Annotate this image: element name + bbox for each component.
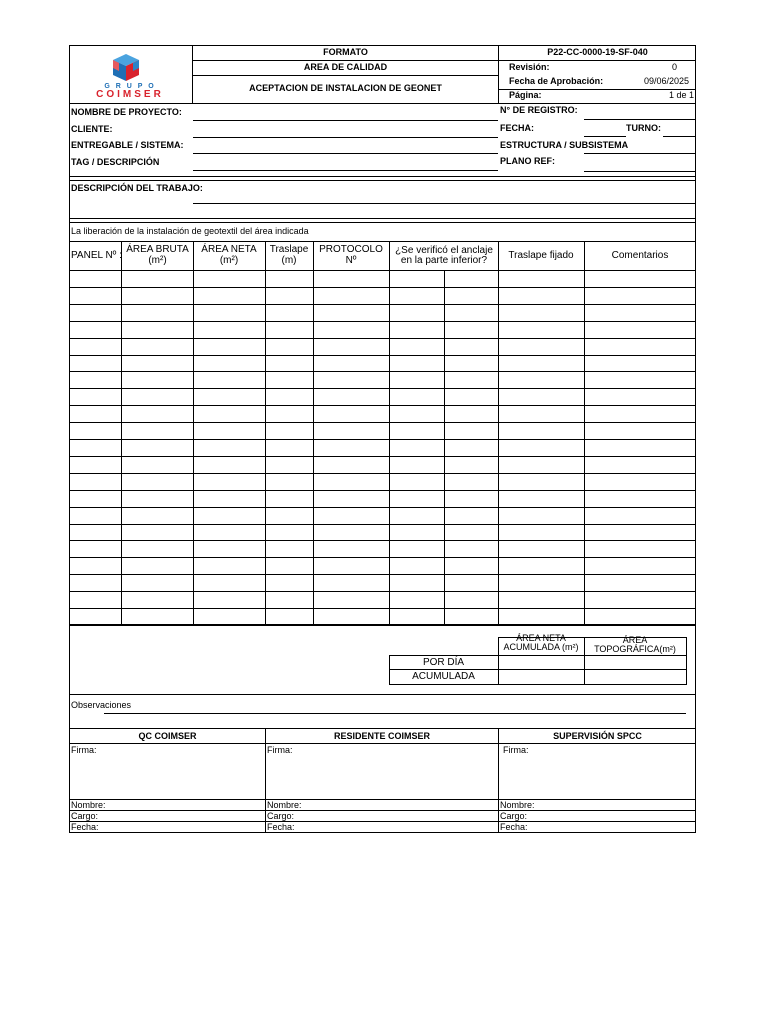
table-cell[interactable] [266,440,313,456]
topographic-area-accumulated-field[interactable] [585,670,686,684]
date-field[interactable] [584,136,626,137]
table-cell[interactable] [390,305,444,321]
table-cell[interactable] [122,525,193,541]
client-field[interactable] [193,137,498,138]
table-cell[interactable] [499,406,584,422]
structure-field[interactable] [584,153,696,154]
deliverable-field[interactable] [193,153,498,154]
table-cell[interactable] [445,457,498,473]
table-cell[interactable] [585,356,695,372]
table-cell[interactable] [122,288,193,304]
table-cell[interactable] [266,406,313,422]
table-cell[interactable] [266,474,313,490]
table-cell[interactable] [585,322,695,338]
table-cell[interactable] [122,356,193,372]
table-cell[interactable] [314,271,389,287]
drawing-ref-label: PLANO REF: [500,156,555,166]
page-value: 1 de 1 [668,90,694,100]
table-cell[interactable] [314,541,389,557]
deliverable-label: ENTREGABLE / SISTEMA: [71,140,184,150]
table-cell[interactable] [122,372,193,388]
table-cell[interactable] [499,271,584,287]
table-cell[interactable] [585,609,695,625]
qc-cargo-label: Cargo: [71,811,99,821]
table-cell[interactable] [194,541,265,557]
table-cell[interactable] [194,592,265,608]
page-label: Página: [509,90,542,100]
table-cell[interactable] [390,592,444,608]
table-cell[interactable] [194,305,265,321]
table-cell[interactable] [194,457,265,473]
table-cell[interactable] [194,474,265,490]
supervision-fecha-label: Fecha: [500,822,528,832]
table-cell[interactable] [266,322,313,338]
table-cell[interactable] [585,541,695,557]
table-cell[interactable] [70,508,121,524]
table-cell[interactable] [122,592,193,608]
table-cell[interactable] [445,440,498,456]
table-cell[interactable] [122,305,193,321]
table-cell[interactable] [499,575,584,591]
table-cell[interactable] [70,372,121,388]
table-cell[interactable] [194,575,265,591]
table-cell[interactable] [122,575,193,591]
supervision-nombre-label: Nombre: [500,800,535,810]
table-cell[interactable] [390,339,444,355]
table-cell[interactable] [499,440,584,456]
table-cell[interactable] [499,288,584,304]
table-cell[interactable] [266,356,313,372]
table-cell[interactable] [266,423,313,439]
table-cell[interactable] [194,288,265,304]
table-cell[interactable] [445,389,498,405]
col-protocol-unit: Nº [345,255,357,266]
registry-field[interactable] [584,119,696,120]
resident-nombre-label: Nombre: [267,800,302,810]
qc-fecha-label: Fecha: [71,822,99,832]
table-cell[interactable] [390,508,444,524]
table-cell[interactable] [499,457,584,473]
table-cell[interactable] [266,508,313,524]
table-cell[interactable] [445,339,498,355]
table-cell[interactable] [445,474,498,490]
table-cell[interactable] [585,423,695,439]
table-cell[interactable] [445,575,498,591]
table-cell[interactable] [585,271,695,287]
table-cell[interactable] [122,558,193,574]
table-cell[interactable] [499,356,584,372]
table-cell[interactable] [194,406,265,422]
table-cell[interactable] [70,558,121,574]
table-cell[interactable] [122,508,193,524]
table-cell[interactable] [585,592,695,608]
table-cell[interactable] [122,491,193,507]
net-area-label-line1: ÁREA NETA [516,633,566,643]
table-cell[interactable] [266,592,313,608]
approval-date-value: 09/06/2025 [643,76,689,86]
table-cell[interactable] [266,271,313,287]
table-cell[interactable] [70,575,121,591]
observations-label: Observaciones [71,700,132,710]
tag-label: TAG / DESCRIPCIÓN [71,157,160,167]
table-cell[interactable] [122,389,193,405]
qc-signature-field[interactable] [70,756,265,799]
table-cell[interactable] [122,609,193,625]
table-cell[interactable] [314,457,389,473]
table-cell[interactable] [499,558,584,574]
table-cell[interactable] [445,322,498,338]
table-cell[interactable] [585,305,695,321]
table-cell[interactable] [122,271,193,287]
project-name-field[interactable] [193,120,498,121]
registry-label: N° DE REGISTRO: [500,105,578,115]
document-title: ACEPTACION DE INSTALACION DE GEONET [249,83,442,93]
table-cell[interactable] [445,508,498,524]
col-anchor-header-2: en la parte inferior? [400,255,488,266]
table-cell[interactable] [314,372,389,388]
table-cell[interactable] [585,558,695,574]
table-cell[interactable] [70,525,121,541]
table-cell[interactable] [70,339,121,355]
table-cell[interactable] [70,271,121,287]
table-cell[interactable] [585,389,695,405]
supervision-cargo-label: Cargo: [500,811,528,821]
table-cell[interactable] [266,457,313,473]
table-cell[interactable] [390,541,444,557]
table-cell[interactable] [585,525,695,541]
table-cell[interactable] [390,271,444,287]
resident-cargo-label: Cargo: [267,811,295,821]
table-cell[interactable] [390,356,444,372]
table-cell[interactable] [70,609,121,625]
table-cell[interactable] [70,406,121,422]
table-cell[interactable] [122,474,193,490]
table-cell[interactable] [122,322,193,338]
table-cell[interactable] [314,305,389,321]
topographic-area-per-day-field[interactable] [585,656,686,669]
resident-signature-field[interactable] [266,756,498,799]
format-label: FORMATO [323,47,368,57]
table-cell[interactable] [70,356,121,372]
qc-signature-header: QC COIMSER [138,731,197,741]
shift-label: TURNO: [626,123,661,133]
table-cell[interactable] [266,389,313,405]
resident-fecha-label: Fecha: [267,822,295,832]
table-cell[interactable] [390,372,444,388]
date-label: FECHA: [500,123,534,133]
col-gross-area-header: ÁREA BRUTA [126,244,189,255]
table-cell[interactable] [314,609,389,625]
table-cell[interactable] [70,389,121,405]
table-cell[interactable] [194,322,265,338]
client-label: CLIENTE: [71,124,113,134]
table-cell[interactable] [122,457,193,473]
qc-nombre-label: Nombre: [71,800,106,810]
resident-signature-header: RESIDENTE COIMSER [333,731,430,741]
table-cell[interactable] [70,288,121,304]
table-cell[interactable] [499,491,584,507]
table-cell[interactable] [499,474,584,490]
table-cell[interactable] [266,525,313,541]
table-cell[interactable] [314,592,389,608]
table-cell[interactable] [194,271,265,287]
topographic-area-label [584,636,686,654]
table-cell[interactable] [390,288,444,304]
table-cell[interactable] [194,508,265,524]
table-cell[interactable] [70,322,121,338]
work-description-field[interactable] [193,203,696,204]
table-cell[interactable] [314,389,389,405]
table-cell[interactable] [194,389,265,405]
table-cell[interactable] [585,457,695,473]
table-cell[interactable] [314,322,389,338]
table-cell[interactable] [194,525,265,541]
observations-field[interactable] [104,713,686,714]
table-cell[interactable] [314,508,389,524]
table-cell[interactable] [390,575,444,591]
table-cell[interactable] [585,575,695,591]
table-cell[interactable] [266,305,313,321]
table-cell[interactable] [266,372,313,388]
resident-firma-label: Firma: [267,745,293,755]
approval-date-label: Fecha de Aprobación: [509,76,604,86]
table-cell[interactable] [122,440,193,456]
project-name-label: NOMBRE DE PROYECTO: [71,107,182,117]
table-cell[interactable] [314,558,389,574]
topographic-area-label-line1: ÁREA [622,635,648,645]
table-cell[interactable] [585,508,695,524]
table-cell[interactable] [585,372,695,388]
table-cell[interactable] [585,406,695,422]
table-cell[interactable] [445,356,498,372]
revision-label: Revisión: [509,62,550,72]
accumulated-label: ACUMULADA [412,671,475,682]
table-cell[interactable] [445,525,498,541]
table-cell[interactable] [445,541,498,557]
table-cell[interactable] [194,440,265,456]
table-cell[interactable] [445,271,498,287]
table-cell[interactable] [390,491,444,507]
revision-value: 0 [672,62,678,72]
per-day-label: POR DÍA [422,657,465,668]
table-cell[interactable] [499,541,584,557]
table-cell[interactable] [70,305,121,321]
table-cell[interactable] [314,474,389,490]
table-cell[interactable] [390,558,444,574]
table-cell[interactable] [314,406,389,422]
area-label: AREA DE CALIDAD [303,62,388,72]
table-cell[interactable] [390,322,444,338]
table-cell[interactable] [194,609,265,625]
table-cell[interactable] [70,592,121,608]
table-cell[interactable] [499,508,584,524]
table-cell[interactable] [445,305,498,321]
net-area-per-day-field[interactable] [499,656,584,669]
table-cell[interactable] [194,423,265,439]
table-cell[interactable] [445,288,498,304]
col-net-area-header: ÁREA NETA [201,244,257,255]
drawing-ref-field[interactable] [584,171,696,172]
table-cell[interactable] [390,457,444,473]
table-cell[interactable] [70,491,121,507]
table-cell[interactable] [314,288,389,304]
table-cell[interactable] [499,389,584,405]
supervision-signature-header: SUPERVISIÓN SPCC [553,731,642,741]
table-cell[interactable] [499,609,584,625]
table-cell[interactable] [390,525,444,541]
table-cell[interactable] [499,339,584,355]
table-cell[interactable] [266,339,313,355]
table-cell[interactable] [390,440,444,456]
col-panel-header: PANEL Nº : [71,250,122,261]
document-code: P22-CC-0000-19-SF-040 [547,47,648,57]
col-fixed-overlap-header: Traslape fijado [508,250,574,261]
table-cell[interactable] [314,423,389,439]
table-cell[interactable] [390,474,444,490]
table-cell[interactable] [70,423,121,439]
table-cell[interactable] [194,491,265,507]
table-cell[interactable] [314,525,389,541]
table-cell[interactable] [70,457,121,473]
table-cell[interactable] [445,558,498,574]
table-cell[interactable] [499,372,584,388]
col-overlap-unit: (m) [281,255,297,266]
col-gross-area-unit: (m²) [148,255,167,266]
table-cell[interactable] [266,558,313,574]
col-overlap-header: Traslape [269,244,309,255]
table-cell[interactable] [122,423,193,439]
release-text: La liberación de la instalación de geotextil del área indicada [71,226,309,236]
table-cell[interactable] [499,525,584,541]
table-cell[interactable] [70,474,121,490]
table-cell[interactable] [585,491,695,507]
col-comments-header: Comentarios [611,250,669,261]
tag-field[interactable] [193,170,498,171]
topographic-area-label-line2: TOPOGRÁFICA(m²) [594,644,676,654]
table-cell[interactable] [445,592,498,608]
table-cell[interactable] [314,339,389,355]
work-description-label: DESCRIPCIÓN DEL TRABAJO: [71,183,203,193]
table-cell[interactable] [314,491,389,507]
table-cell[interactable] [585,440,695,456]
col-net-area-unit: (m²) [219,255,239,266]
col-anchor-header: ¿Se verificó el anclaje [395,245,493,256]
table-cell[interactable] [266,491,313,507]
table-cell[interactable] [194,372,265,388]
col-protocol-header: PROTOCOLO [319,244,383,255]
table-cell[interactable] [585,288,695,304]
table-cell[interactable] [390,406,444,422]
table-cell[interactable] [445,423,498,439]
table-cell[interactable] [266,288,313,304]
logo-top-text: G R U P O [104,83,156,90]
table-cell[interactable] [122,406,193,422]
table-cell[interactable] [390,423,444,439]
table-cell[interactable] [314,356,389,372]
table-cell[interactable] [445,609,498,625]
qc-firma-label: Firma: [71,745,97,755]
supervision-firma-label: Firma: [503,745,529,755]
table-cell[interactable] [266,609,313,625]
table-cell[interactable] [585,474,695,490]
net-area-label-line2: ACUMULADA (m²) [503,642,579,652]
table-cell[interactable] [499,592,584,608]
table-cell[interactable] [445,406,498,422]
table-cell[interactable] [390,389,444,405]
table-cell[interactable] [194,558,265,574]
table-cell[interactable] [499,322,584,338]
table-cell[interactable] [70,440,121,456]
table-cell[interactable] [314,575,389,591]
table-cell[interactable] [70,541,121,557]
logo-brand-text: COIMSER [96,89,164,100]
table-cell[interactable] [194,339,265,355]
table-cell[interactable] [194,356,265,372]
table-cell[interactable] [499,423,584,439]
net-area-accumulated-field[interactable] [499,670,584,684]
table-cell[interactable] [122,541,193,557]
table-cell[interactable] [499,305,584,321]
shift-field[interactable] [663,136,696,137]
structure-label: ESTRUCTURA / SUBSISTEMA [500,140,629,150]
supervision-signature-field[interactable] [499,756,695,799]
table-cell[interactable] [122,339,193,355]
table-cell[interactable] [445,491,498,507]
table-cell[interactable] [585,339,695,355]
table-cell[interactable] [266,575,313,591]
table-cell[interactable] [266,541,313,557]
table-cell[interactable] [390,609,444,625]
table-cell[interactable] [314,440,389,456]
table-cell[interactable] [445,372,498,388]
